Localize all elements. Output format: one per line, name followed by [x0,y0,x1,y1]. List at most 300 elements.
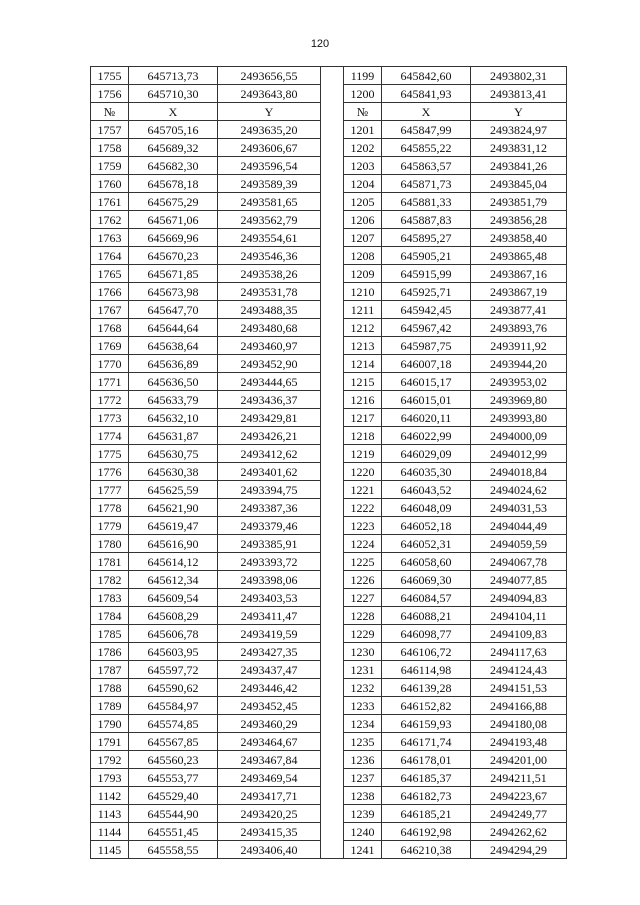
x-coordinate-cell: 645647,70 [129,301,218,319]
x-coordinate-cell: 645606,78 [129,625,218,643]
point-number-cell: 1216 [344,391,382,409]
column-gap [321,661,344,679]
y-coordinate-cell: 2493581,65 [218,193,321,211]
y-coordinate-cell: 2493387,36 [218,499,321,517]
point-number-cell: 1778 [91,499,129,517]
x-coordinate-cell: 645670,23 [129,247,218,265]
y-coordinate-cell: 2493401,62 [218,463,321,481]
point-number-cell: 1145 [91,841,129,859]
table-row [91,733,567,751]
column-gap [321,517,344,535]
y-coordinate-cell: 2493446,42 [218,679,321,697]
y-coordinate-cell: 2493437,47 [218,661,321,679]
column-gap [321,607,344,625]
y-coordinate-cell: 2494109,83 [471,625,567,643]
table-row [91,445,567,463]
x-coordinate-cell: 645925,71 [382,283,471,301]
x-coordinate-cell: 646182,73 [382,787,471,805]
point-number-cell: 1229 [344,625,382,643]
point-number-cell: 1765 [91,265,129,283]
table-row [91,301,567,319]
y-coordinate-cell: 2493562,79 [218,211,321,229]
x-coordinate-cell: 646210,38 [382,841,471,859]
x-coordinate-cell: 645614,12 [129,553,218,571]
x-coordinate-cell: 645638,64 [129,337,218,355]
column-gap [321,445,344,463]
x-coordinate-cell: 645625,59 [129,481,218,499]
y-coordinate-cell: 2493411,47 [218,607,321,625]
y-coordinate-cell: 2493429,81 [218,409,321,427]
y-coordinate-cell: 2493953,02 [471,373,567,391]
point-number-cell: 1217 [344,409,382,427]
y-coordinate-cell: 2493893,76 [471,319,567,337]
y-coordinate-cell: 2493488,35 [218,301,321,319]
x-coordinate-cell: 645630,75 [129,445,218,463]
column-gap [321,823,344,841]
point-number-cell: 1770 [91,355,129,373]
y-coordinate-cell: 2493415,35 [218,823,321,841]
x-coordinate-cell: 645636,89 [129,355,218,373]
point-number-cell: 1224 [344,535,382,553]
column-gap [321,175,344,193]
y-coordinate-cell: 2494193,48 [471,733,567,751]
table-row [91,319,567,337]
column-gap [321,265,344,283]
x-coordinate-cell: 645863,57 [382,157,471,175]
table-row [91,247,567,265]
x-coordinate-cell: 646015,01 [382,391,471,409]
point-number-cell: 1784 [91,607,129,625]
point-number-cell: 1210 [344,283,382,301]
y-coordinate-cell: 2493546,36 [218,247,321,265]
table-row [91,427,567,445]
table-row [91,643,567,661]
x-coordinate-cell: 646052,18 [382,517,471,535]
y-coordinate-cell: 2493464,67 [218,733,321,751]
table-row [91,229,567,247]
table-row [91,517,567,535]
x-coordinate-cell: 645560,23 [129,751,218,769]
y-coordinate-cell: 2493531,78 [218,283,321,301]
y-coordinate-cell: 2493406,40 [218,841,321,859]
x-coordinate-cell: 646114,98 [382,661,471,679]
x-coordinate-cell: 645603,95 [129,643,218,661]
point-number-cell: 1779 [91,517,129,535]
column-gap [321,769,344,787]
x-coordinate-cell: 645636,50 [129,373,218,391]
x-coordinate-cell: 645710,30 [129,85,218,103]
x-coordinate-cell: 645669,96 [129,229,218,247]
column-gap [321,139,344,157]
x-coordinate-cell: 646192,98 [382,823,471,841]
y-coordinate-cell: 2493635,20 [218,121,321,139]
point-number-cell: 1228 [344,607,382,625]
y-coordinate-cell: 2493426,21 [218,427,321,445]
point-number-cell: № [344,103,382,121]
x-coordinate-cell: 645915,99 [382,265,471,283]
column-gap [321,229,344,247]
y-coordinate-cell: 2493444,65 [218,373,321,391]
column-gap [321,535,344,553]
point-number-cell: 1761 [91,193,129,211]
y-coordinate-cell: 2493993,80 [471,409,567,427]
table-row [91,805,567,823]
point-number-cell: 1789 [91,697,129,715]
y-coordinate-cell: 2493538,26 [218,265,321,283]
x-coordinate-cell: 645671,06 [129,211,218,229]
y-coordinate-cell: 2493554,61 [218,229,321,247]
x-coordinate-cell: 645584,97 [129,697,218,715]
point-number-cell: 1221 [344,481,382,499]
column-gap [321,625,344,643]
point-number-cell: 1230 [344,643,382,661]
y-coordinate-cell: 2493802,31 [471,67,567,85]
y-coordinate-cell: 2493824,97 [471,121,567,139]
column-gap [321,733,344,751]
y-coordinate-cell: 2493394,75 [218,481,321,499]
y-coordinate-cell: 2493452,90 [218,355,321,373]
point-number-cell: 1793 [91,769,129,787]
point-number-cell: 1762 [91,211,129,229]
x-coordinate-cell: 646178,01 [382,751,471,769]
column-gap [321,427,344,445]
table-row [91,409,567,427]
column-gap [321,283,344,301]
x-coordinate-cell: 645942,45 [382,301,471,319]
table-row [91,391,567,409]
y-coordinate-cell: 2494012,99 [471,445,567,463]
point-number-cell: 1205 [344,193,382,211]
x-coordinate-cell: 645855,22 [382,139,471,157]
x-coordinate-cell: 645881,33 [382,193,471,211]
x-coordinate-cell: 645621,90 [129,499,218,517]
x-coordinate-cell: 646106,72 [382,643,471,661]
column-gap [321,355,344,373]
table-row [91,607,567,625]
point-number-cell: 1207 [344,229,382,247]
point-number-cell: 1213 [344,337,382,355]
x-coordinate-cell: 645619,47 [129,517,218,535]
x-coordinate-cell: 645847,99 [382,121,471,139]
y-coordinate-cell: 2493911,92 [471,337,567,355]
column-gap [321,553,344,571]
table-row [91,751,567,769]
x-coordinate-cell: 646098,77 [382,625,471,643]
column-gap [321,841,344,859]
x-coordinate-cell: 645590,62 [129,679,218,697]
y-coordinate-cell: 2493856,28 [471,211,567,229]
coordinates-table [90,66,567,859]
table-row [91,337,567,355]
x-coordinate-cell: 645871,73 [382,175,471,193]
x-coordinate-cell: 646185,37 [382,769,471,787]
x-coordinate-cell: 645633,79 [129,391,218,409]
table-row [91,193,567,211]
column-gap [321,463,344,481]
point-number-cell: 1759 [91,157,129,175]
y-coordinate-cell: 2493606,67 [218,139,321,157]
y-coordinate-cell: 2494211,51 [471,769,567,787]
x-coordinate-cell: 645553,77 [129,769,218,787]
y-coordinate-cell: 2493469,54 [218,769,321,787]
point-number-cell: 1209 [344,265,382,283]
y-coordinate-cell: 2493393,72 [218,553,321,571]
table-row [91,67,567,85]
column-gap [321,247,344,265]
point-number-cell: 1203 [344,157,382,175]
x-coordinate-cell: 645675,29 [129,193,218,211]
point-number-cell: 1791 [91,733,129,751]
y-coordinate-cell: Y [218,103,321,121]
table-row [91,211,567,229]
point-number-cell: 1776 [91,463,129,481]
y-coordinate-cell: 2494223,67 [471,787,567,805]
x-coordinate-cell: 646052,31 [382,535,471,553]
x-coordinate-cell: 645713,73 [129,67,218,85]
column-gap [321,319,344,337]
x-coordinate-cell: 645616,90 [129,535,218,553]
column-gap [321,715,344,733]
x-coordinate-cell: 646069,30 [382,571,471,589]
point-number-cell: 1783 [91,589,129,607]
x-coordinate-cell: 645671,85 [129,265,218,283]
point-number-cell: 1780 [91,535,129,553]
point-number-cell: 1790 [91,715,129,733]
page-number: 120 [310,38,330,50]
point-number-cell: 1238 [344,787,382,805]
y-coordinate-cell: 2494262,62 [471,823,567,841]
y-coordinate-cell: 2494031,53 [471,499,567,517]
point-number-cell: 1204 [344,175,382,193]
point-number-cell: 1211 [344,301,382,319]
point-number-cell: 1202 [344,139,382,157]
x-coordinate-cell: 645567,85 [129,733,218,751]
point-number-cell: 1144 [91,823,129,841]
x-coordinate-cell: 646139,28 [382,679,471,697]
column-gap [321,373,344,391]
x-coordinate-cell: 645631,87 [129,427,218,445]
table-row [91,661,567,679]
point-number-cell: 1234 [344,715,382,733]
y-coordinate-cell: 2493589,39 [218,175,321,193]
table-row [91,499,567,517]
table-row [91,841,567,859]
x-coordinate-cell: 645905,21 [382,247,471,265]
point-number-cell: 1781 [91,553,129,571]
y-coordinate-cell: 2494024,62 [471,481,567,499]
table-row [91,121,567,139]
point-number-cell: 1777 [91,481,129,499]
point-number-cell: 1240 [344,823,382,841]
point-number-cell: 1763 [91,229,129,247]
y-coordinate-cell: 2493412,62 [218,445,321,463]
point-number-cell: 1758 [91,139,129,157]
x-coordinate-cell: 646007,18 [382,355,471,373]
x-coordinate-cell: 646171,74 [382,733,471,751]
column-gap [321,157,344,175]
table-row [91,85,567,103]
x-coordinate-cell: 646159,93 [382,715,471,733]
table-row [91,679,567,697]
point-number-cell: 1143 [91,805,129,823]
table-row [91,571,567,589]
x-coordinate-cell: 646088,21 [382,607,471,625]
x-coordinate-cell: 646020,11 [382,409,471,427]
table-row [91,463,567,481]
table-row [91,373,567,391]
column-gap [321,589,344,607]
y-coordinate-cell: 2494201,00 [471,751,567,769]
column-gap [321,787,344,805]
point-number-cell: 1767 [91,301,129,319]
y-coordinate-cell: 2493460,29 [218,715,321,733]
table-row [91,697,567,715]
x-coordinate-cell: 645597,72 [129,661,218,679]
x-coordinate-cell: 645630,38 [129,463,218,481]
x-coordinate-cell: 646035,30 [382,463,471,481]
table-row [91,139,567,157]
point-number-cell: 1214 [344,355,382,373]
column-gap [321,337,344,355]
y-coordinate-cell: 2493385,91 [218,535,321,553]
y-coordinate-cell: 2493867,16 [471,265,567,283]
point-number-cell: 1208 [344,247,382,265]
x-coordinate-cell: 646048,09 [382,499,471,517]
y-coordinate-cell: 2493656,55 [218,67,321,85]
y-coordinate-cell: 2494294,29 [471,841,567,859]
x-coordinate-cell: 646043,52 [382,481,471,499]
column-gap [321,751,344,769]
column-gap [321,85,344,103]
y-coordinate-cell: 2493845,04 [471,175,567,193]
point-number-cell: 1212 [344,319,382,337]
y-coordinate-cell: 2493379,46 [218,517,321,535]
y-coordinate-cell: 2494180,08 [471,715,567,733]
column-gap [321,697,344,715]
column-gap [321,805,344,823]
column-gap [321,679,344,697]
y-coordinate-cell: 2494067,78 [471,553,567,571]
table-row [91,715,567,733]
y-coordinate-cell: 2493427,35 [218,643,321,661]
y-coordinate-cell: 2493867,19 [471,283,567,301]
column-gap [321,571,344,589]
x-coordinate-cell: 646152,82 [382,697,471,715]
y-coordinate-cell: 2493436,37 [218,391,321,409]
point-number-cell: 1236 [344,751,382,769]
point-number-cell: 1220 [344,463,382,481]
x-coordinate-cell: 646015,17 [382,373,471,391]
point-number-cell: 1237 [344,769,382,787]
x-coordinate-cell: 645678,18 [129,175,218,193]
x-coordinate-cell: 645612,34 [129,571,218,589]
y-coordinate-cell: 2494124,43 [471,661,567,679]
x-coordinate-cell: 645705,16 [129,121,218,139]
point-number-cell: 1764 [91,247,129,265]
y-coordinate-cell: 2493841,26 [471,157,567,175]
y-coordinate-cell: 2493851,79 [471,193,567,211]
x-coordinate-cell: 645608,29 [129,607,218,625]
y-coordinate-cell: 2494104,11 [471,607,567,625]
point-number-cell: № [91,103,129,121]
x-coordinate-cell: 646185,21 [382,805,471,823]
point-number-cell: 1774 [91,427,129,445]
x-coordinate-cell: 645558,55 [129,841,218,859]
point-number-cell: 1215 [344,373,382,391]
y-coordinate-cell: 2493865,48 [471,247,567,265]
y-coordinate-cell: 2493398,06 [218,571,321,589]
y-coordinate-cell: 2494249,77 [471,805,567,823]
point-number-cell: 1218 [344,427,382,445]
point-number-cell: 1786 [91,643,129,661]
point-number-cell: 1757 [91,121,129,139]
y-coordinate-cell: 2493813,41 [471,85,567,103]
point-number-cell: 1219 [344,445,382,463]
y-coordinate-cell: 2493452,45 [218,697,321,715]
table-row [91,535,567,553]
y-coordinate-cell: 2494094,83 [471,589,567,607]
column-gap [321,67,344,85]
table-row [91,823,567,841]
y-coordinate-cell: 2493417,71 [218,787,321,805]
table-row [91,175,567,193]
table-row [91,553,567,571]
table-row [91,589,567,607]
column-gap [321,499,344,517]
x-coordinate-cell: 645551,45 [129,823,218,841]
point-number-cell: 1226 [344,571,382,589]
x-coordinate-cell: 645689,32 [129,139,218,157]
y-coordinate-cell: 2493420,25 [218,805,321,823]
table-row [91,355,567,373]
x-coordinate-cell: 645609,54 [129,589,218,607]
x-coordinate-cell: X [129,103,218,121]
table-row [91,787,567,805]
point-number-cell: 1142 [91,787,129,805]
y-coordinate-cell: Y [471,103,567,121]
point-number-cell: 1760 [91,175,129,193]
point-number-cell: 1773 [91,409,129,427]
point-number-cell: 1200 [344,85,382,103]
y-coordinate-cell: 2494018,84 [471,463,567,481]
column-gap [321,103,344,121]
table-row [91,265,567,283]
column-gap [321,211,344,229]
table-row [91,769,567,787]
y-coordinate-cell: 2493419,59 [218,625,321,643]
y-coordinate-cell: 2493858,40 [471,229,567,247]
point-number-cell: 1232 [344,679,382,697]
column-gap [321,301,344,319]
x-coordinate-cell: 645987,75 [382,337,471,355]
point-number-cell: 1788 [91,679,129,697]
x-coordinate-cell: 645842,60 [382,67,471,85]
point-number-cell: 1769 [91,337,129,355]
y-coordinate-cell: 2493643,80 [218,85,321,103]
y-coordinate-cell: 2493460,97 [218,337,321,355]
point-number-cell: 1775 [91,445,129,463]
point-number-cell: 1782 [91,571,129,589]
point-number-cell: 1792 [91,751,129,769]
x-coordinate-cell: 645544,90 [129,805,218,823]
y-coordinate-cell: 2494000,09 [471,427,567,445]
y-coordinate-cell: 2494166,88 [471,697,567,715]
table-row [91,283,567,301]
table-row [91,625,567,643]
y-coordinate-cell: 2493467,84 [218,751,321,769]
column-gap [321,643,344,661]
x-coordinate-cell: 646022,99 [382,427,471,445]
